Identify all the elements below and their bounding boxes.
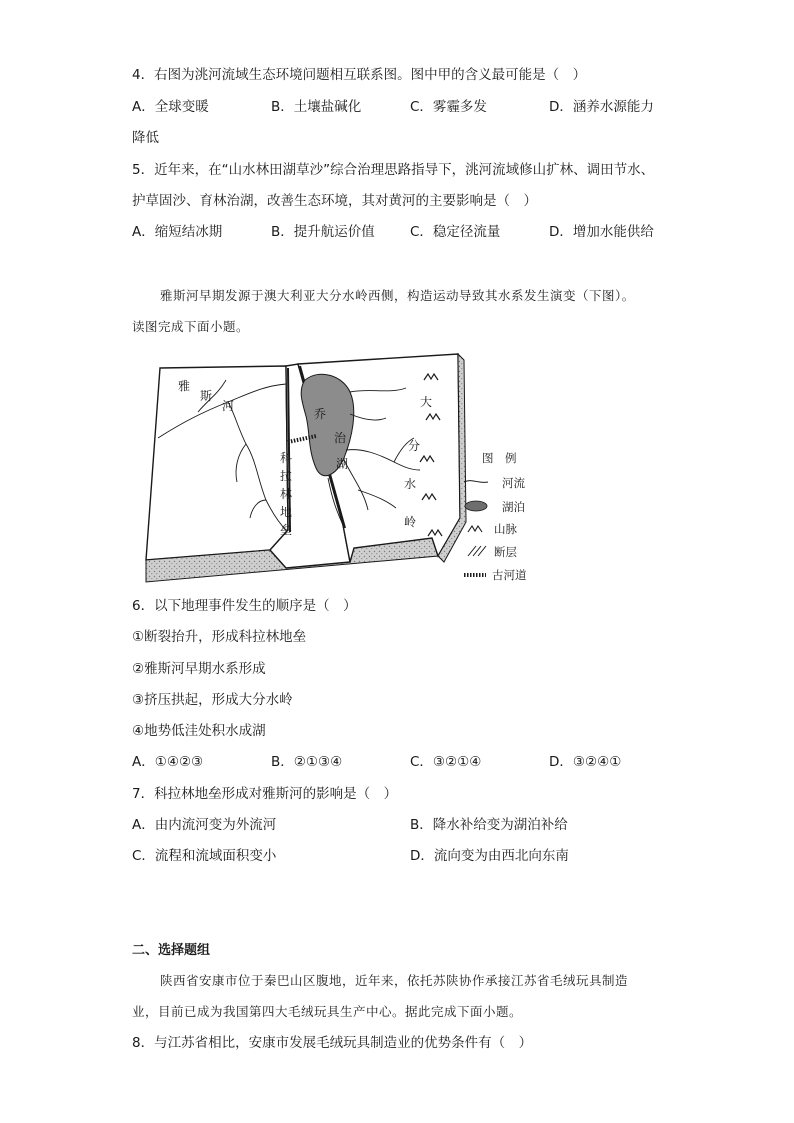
q6-option-c: C．③②①④	[410, 754, 482, 770]
map-label-horst-1: 科	[280, 451, 293, 465]
map-label-river-2: 斯	[200, 389, 213, 403]
legend-river-label: 河流	[502, 476, 525, 490]
map-label-lake-1: 乔	[314, 407, 327, 421]
q5-stem-line2: 护草固沙、育林治湖，改善生态环境，其对黄河的主要影响是（ ）	[132, 193, 537, 209]
map-label-range-2: 分	[408, 439, 421, 453]
river-evolution-map	[138, 350, 548, 584]
legend-fault-icon	[468, 546, 486, 556]
section2-line2: 业，目前已成为我国第四大毛绒玩具生产中心。据此完成下面小题。	[132, 1004, 523, 1019]
q7-option-a: A．由内流河变为外流河	[132, 817, 277, 833]
legend-lake-icon	[465, 501, 487, 511]
q4-option-d: D．涵养水源能力	[549, 99, 654, 115]
q5-option-a: A．缩短结冰期	[132, 224, 223, 240]
q5-option-d: D．增加水能供给	[549, 224, 654, 240]
q6-option-d: D．③②④①	[549, 754, 622, 770]
map-legend	[464, 451, 527, 582]
q5-option-b: B．提升航运价值	[271, 224, 375, 240]
legend-title: 图 例	[482, 451, 517, 465]
q4-option-c: C．雾霾多发	[410, 99, 487, 115]
map-label-horst-2: 拉	[280, 469, 293, 483]
q5-stem-line1: 5．近年来，在“山水林田湖草沙”综合治理思路指导下，洮河流域修山扩林、调田节水、	[132, 162, 655, 178]
passage-line1: 雅斯河早期发源于澳大利亚大分水岭西侧，构造运动导致其水系发生演变（下图）。	[160, 288, 635, 303]
q6-event-1: ①断裂抬升，形成科拉林地垒	[132, 629, 307, 645]
map-label-horst-5: 垒	[280, 523, 293, 537]
q6-stem: 6．以下地理事件发生的顺序是（ ）	[132, 598, 357, 614]
q4-option-b: B．土壤盐碱化	[271, 99, 362, 115]
legend-ancient-river-label: 古河道	[492, 568, 527, 582]
q5-option-c: C．稳定径流量	[410, 224, 501, 240]
legend-mountain-label: 山脉	[494, 522, 517, 536]
section2-line1: 陕西省安康市位于秦巴山区腹地，近年来，依托苏陕协作承接江苏省毛绒玩具制造	[160, 973, 629, 988]
legend-mountain-icon	[468, 526, 482, 532]
q6-event-3: ③挤压拱起，形成大分水岭	[132, 692, 293, 708]
passage-line2: 读图完成下面小题。	[132, 319, 250, 334]
q6-option-b: B．②①③④	[271, 754, 343, 770]
map-label-range-1: 大	[420, 395, 433, 409]
map-label-range-3: 水	[404, 477, 417, 491]
legend-river-icon	[464, 481, 488, 483]
map-label-horst-3: 林	[280, 487, 293, 501]
q6-option-a: A．①④②③	[132, 754, 204, 770]
q7-option-b: B．降水补给变为湖泊补给	[410, 817, 568, 833]
map-label-river-3: 河	[222, 399, 235, 413]
map-label-river-1: 雅	[178, 379, 191, 393]
q7-option-d: D．流向变为由西北向东南	[410, 848, 569, 864]
legend-fault-label: 断层	[494, 545, 517, 559]
q7-stem: 7．科拉林地垒形成对雅斯河的影响是（ ）	[132, 786, 398, 802]
q4-option-a: A．全球变暖	[132, 99, 209, 115]
legend-lake-label: 湖泊	[502, 500, 525, 514]
q8-stem: 8．与江苏省相比，安康市发展毛绒玩具制造业的优势条件有（ ）	[132, 1035, 533, 1051]
map-label-horst-4: 地	[280, 505, 293, 519]
q6-event-4: ④地势低洼处积水成湖	[132, 723, 266, 739]
map-label-lake-2: 治	[334, 431, 347, 445]
section-title: 二、选择题组	[132, 943, 211, 958]
q6-event-2: ②雅斯河早期水系形成	[132, 661, 266, 677]
q4-stem: 4．右图为洮河流域生态环境问题相互联系图。图中甲的含义最可能是（ ）	[132, 67, 587, 83]
map-label-lake-3: 湖	[336, 457, 349, 471]
map-label-range-4: 岭	[404, 515, 417, 529]
q4-option-d-wrap: 降低	[132, 130, 159, 146]
q7-option-c: C．流程和流域面积变小	[132, 848, 277, 864]
